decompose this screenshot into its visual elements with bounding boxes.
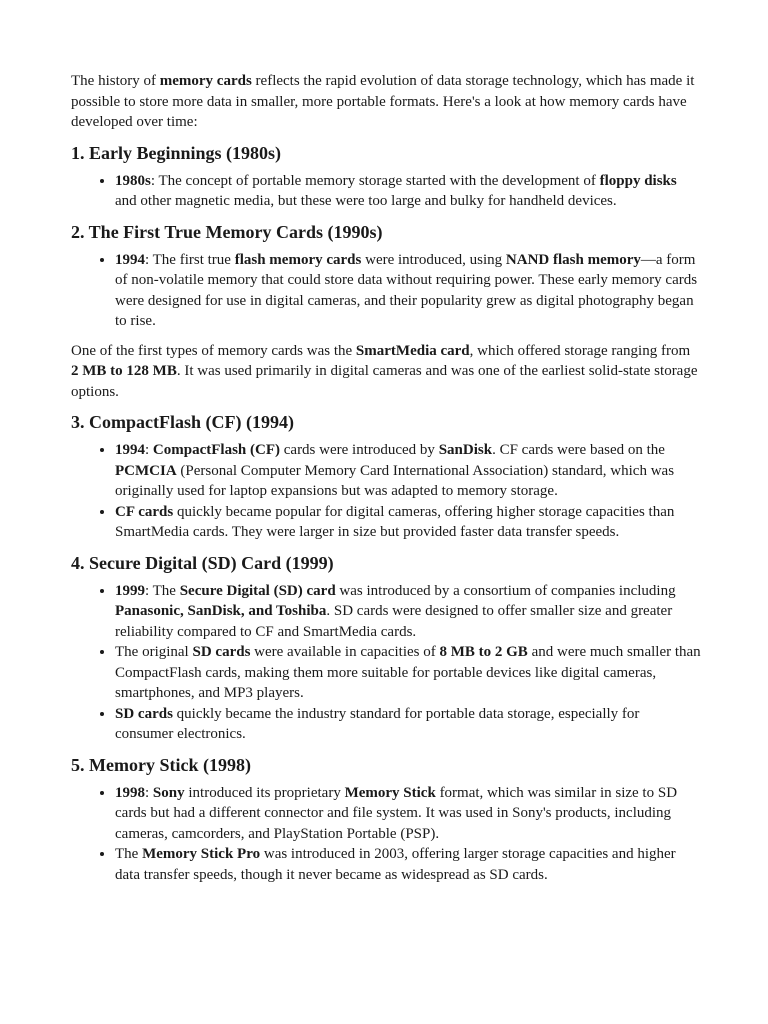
- bold-text: PCMCIA: [115, 462, 177, 479]
- bullet-list: [71, 783, 701, 886]
- text-run: , which offered storage ranging from: [469, 342, 691, 359]
- bold-text: Memory Stick: [344, 784, 436, 801]
- text-run: The original: [115, 644, 193, 660]
- text-run: : The: [145, 582, 180, 599]
- list-item: [115, 502, 701, 543]
- list-item: [115, 581, 701, 643]
- section-heading: 4. Secure Digital (SD) Card (1999): [71, 552, 334, 573]
- section-heading: 1. Early Beginnings (1980s): [71, 142, 282, 163]
- text-run: quickly became popular for digital cameras, offering higher storage capacities than SmartMedia cards. They were larger in size but provided faster data transfer speeds.: [115, 503, 675, 540]
- text-run: were available in capacities of: [250, 644, 440, 660]
- bold-text: Sony: [152, 784, 185, 801]
- text-run: The: [115, 846, 143, 862]
- text-run: (Personal Computer Memory Card International Association) standard, which was originally used for laptop expansions but was adapted to memory storage.: [115, 462, 675, 499]
- bullet-list: [71, 440, 701, 543]
- bold-text: 1994: [115, 442, 145, 458]
- text-run: cards were introduced by: [280, 442, 439, 458]
- text-run: :: [145, 442, 153, 458]
- text-run: were introduced, using: [361, 251, 506, 268]
- list-item: [115, 440, 701, 502]
- text-run: One of the first types of memory cards was the: [71, 342, 356, 359]
- text-run: and other magnetic media, but these were too large and bulky for handheld devices.: [115, 193, 617, 209]
- text-run: quickly became the industry standard for portable data storage, especially for consumer electronics.: [115, 705, 640, 742]
- text-run: : The concept of portable memory storage started with the development of: [150, 172, 600, 189]
- bold-text: 8 MB to 2 GB: [439, 644, 528, 660]
- bold-text: 1999: [115, 582, 145, 599]
- bold-text: 2 MB to 128 MB: [71, 363, 177, 379]
- section-heading: 2. The First True Memory Cards (1990s): [71, 221, 383, 242]
- text-run: was introduced in 2003, offering larger storage capacities and higher data transfer speeds, though it never became as widespread as SD cards.: [115, 846, 676, 883]
- bold-text: floppy disks: [599, 172, 677, 189]
- bold-text: SmartMedia card: [355, 342, 470, 359]
- list-item: [115, 704, 701, 745]
- bold-text: memory cards: [159, 73, 252, 89]
- bold-text: Secure Digital (SD) card: [179, 582, 336, 599]
- bold-text: CF cards: [115, 503, 174, 520]
- text-run: . SD cards were designed to offer smaller size and greater reliability compared to CF and SmartMedia cards.: [115, 603, 673, 640]
- list-item: [115, 844, 701, 885]
- text-run: . CF cards were based on the: [492, 442, 665, 458]
- text-run: —a form of non-volatile memory that could store data without requiring power. These early memory cards were designed for use in digital cameras, and their popularity grew as digital photography began to rise.: [115, 251, 698, 329]
- bullet-list: [71, 581, 701, 745]
- bold-text: 1998: [115, 784, 145, 801]
- text-run: was introduced by a consortium of companies including: [335, 582, 676, 599]
- text-run: introduced its proprietary: [184, 784, 345, 801]
- section-heading: 3. CompactFlash (CF) (1994): [71, 412, 294, 432]
- list-item: [115, 783, 701, 845]
- bold-text: 1994: [115, 251, 145, 268]
- bullet-list: [71, 250, 701, 332]
- list-item: [115, 642, 701, 704]
- paragraph: [71, 71, 701, 133]
- section-heading: 5. Memory Stick (1998): [71, 754, 251, 775]
- bold-text: Memory Stick Pro: [142, 846, 261, 862]
- document-body: [71, 71, 701, 894]
- bold-text: NAND flash memory: [505, 251, 641, 268]
- text-run: reflects the rapid evolution of data storage technology, which has made it possible to store more data in smaller, more portable formats. Here's a look at how memory cards have developed over time:: [71, 73, 695, 130]
- text-run: . It was used primarily in digital cameras and was one of the earliest solid-state storage options.: [71, 363, 698, 400]
- text-run: :: [145, 784, 153, 801]
- bold-text: SD cards: [115, 705, 173, 722]
- paragraph: [71, 341, 701, 403]
- text-run: The history of: [71, 73, 160, 89]
- text-run: and were much smaller than CompactFlash cards, making them more suitable for portable devices like digital cameras, smartphones, and MP3 players.: [115, 644, 701, 701]
- list-item: [115, 250, 701, 332]
- text-run: format, which was similar in size to SD cards but had a different connector and file system. It was used in Sony's products, including cameras, camcorders, and PlayStation Portable (PSP).: [115, 784, 678, 842]
- text-run: : The first true: [145, 251, 235, 268]
- list-item: [115, 171, 701, 212]
- bold-text: SD cards: [192, 644, 251, 660]
- bold-text: flash memory cards: [234, 251, 362, 268]
- bullet-list: [71, 171, 701, 212]
- bold-text: SanDisk: [438, 442, 493, 458]
- bold-text: 1980s: [115, 172, 151, 189]
- bold-text: Panasonic, SanDisk, and Toshiba: [115, 603, 327, 619]
- bold-text: CompactFlash (CF): [152, 442, 280, 458]
